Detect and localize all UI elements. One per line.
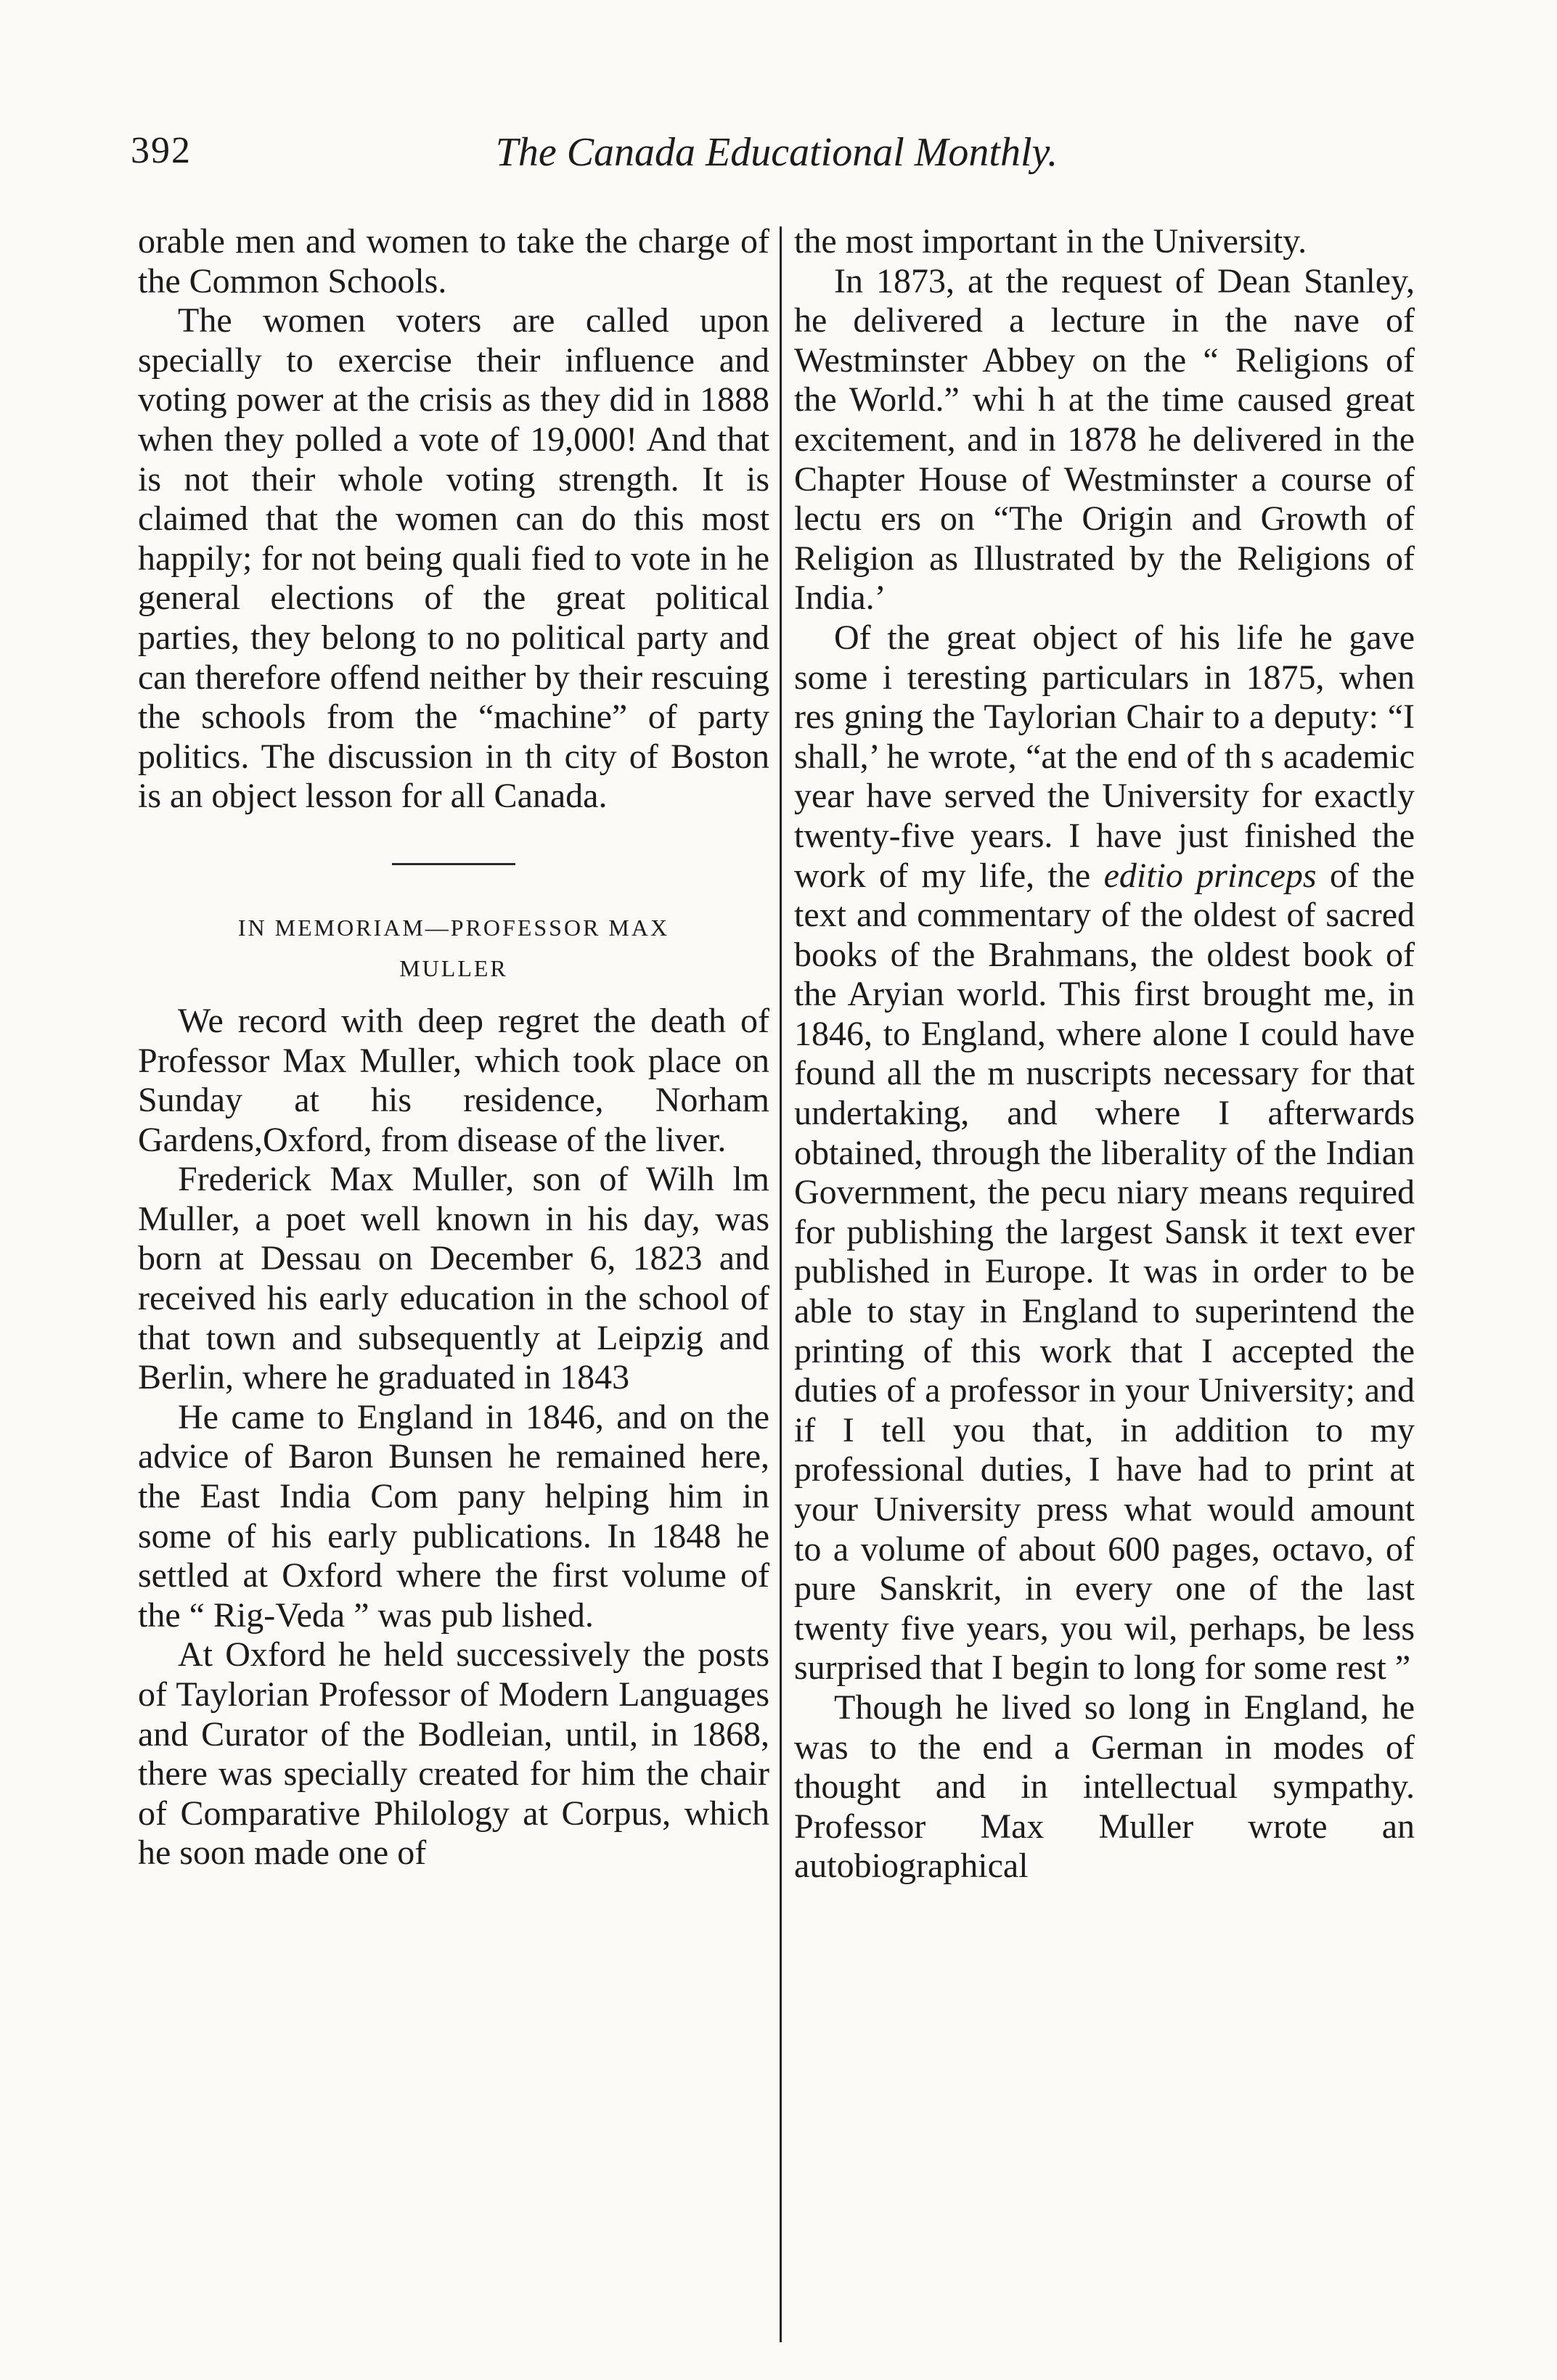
left-column — [138, 222, 769, 1873]
paragraph: The women voters are called upon specially to exercise their influence and voting power at the crisis as they did in 1888 when they polled a vote of 19,000! And that is not their whole voting strength. It is claimed that the women can do this most happily; for not being quali fied to vote in he general elections of the great political parties, they belong to no political party and can therefore offend neither by their rescuing the schools from the “machine” of party politics. The discussion in th city of Boston is an object lesson for all Canada. — [138, 301, 769, 816]
right-column — [794, 222, 1415, 1886]
paragraph: He came to England in 1846, and on the advice of Baron Bunsen he remained here, the East India Com pany helping him in some of his early publications. In 1848 he settled at Oxford where the first volume of the “ Rig-Veda ” was pub lished. — [138, 1397, 769, 1635]
paragraph: the most important in the University. — [794, 222, 1307, 261]
heading-line: MULLER — [399, 954, 508, 981]
heading-line: IN MEMORIAM—PROFESSOR MAX — [237, 914, 670, 941]
page-number: 392 — [131, 130, 192, 171]
paragraph: We record with deep regret the death of Professor Max Muller, which took place on Sunday at his residence, Norham Gardens,Oxford, from disease of the liver. — [138, 1001, 769, 1159]
journal-title: The Canada Educational Monthly. — [495, 130, 1058, 175]
paragraph: In 1873, at the request of Dean Stanley, he delivered a lecture in the nave of Westminster Abbey on the “ Religions of the World.” whi h at the time caused great excitement, and in 1878 he delivered in the Chapter House of Westminster a course of lectu ers on “The Origin and Growth of Religion as Illustrated by the Religions of India.’ — [794, 261, 1415, 618]
paragraph: orable men and women to take the charge of the Common Schools. — [138, 222, 769, 300]
italic-term: editio princeps — [1103, 856, 1317, 895]
section-divider — [392, 863, 515, 865]
column-divider — [780, 226, 782, 2342]
paragraph: At Oxford he held successively the posts of Taylorian Professor of Modern Languages and Curator of the Bodleian, until, in 1868, there was specially created for him the chair of Comparative Philology at Corpus, which he soon made one of — [138, 1635, 769, 1873]
text-run: of the text and commentary of the oldest of sacred books of the Brahmans, the oldest book of the Aryian world. This first brought me, in 1846, to England, where alone I could have found all the m nuscripts necessary for that undertaking, and where I afterwards obtained, through the liberality of the Indian Government, the pecu niary means required for publishing the largest Sansk it text ever published in Europe. It was in order to be able to stay in England to superintend the printing of this work that I accepted the duties of a professor in your University; and if I tell you that, in addition to my professional duties, I have had to print at your University press what would amount to a volume of about 600 pages, octavo, of pure Sanskrit, in every one of the last twenty five years, you wil, perhaps, be less surprised that I begin to long for some rest ” — [794, 856, 1415, 1688]
paragraph: Frederick Max Muller, son of Wilh lm Muller, a poet well known in his day, was born at Dessau on December 6, 1823 and received his early education in the school of that town and subsequently at Leipzig and Berlin, where he graduated in 1843 — [138, 1160, 769, 1397]
paragraph — [794, 618, 1415, 1688]
section-heading — [138, 907, 769, 989]
page-header — [131, 129, 1423, 195]
paragraph: Though he lived so long in England, he was to the end a German in modes of thought and in intellectual sympathy. Professor Max Muller wrote an autobiographical — [794, 1688, 1415, 1886]
text-run: Of the great object of his life he gave some i teresting particulars in 1875, when res gning the Taylorian Chair to a deputy: “I shall,’ he wrote, “at the end of th s academic year have served the University for exactly twenty-five years. I have just finished the work of my life, the — [794, 618, 1415, 895]
